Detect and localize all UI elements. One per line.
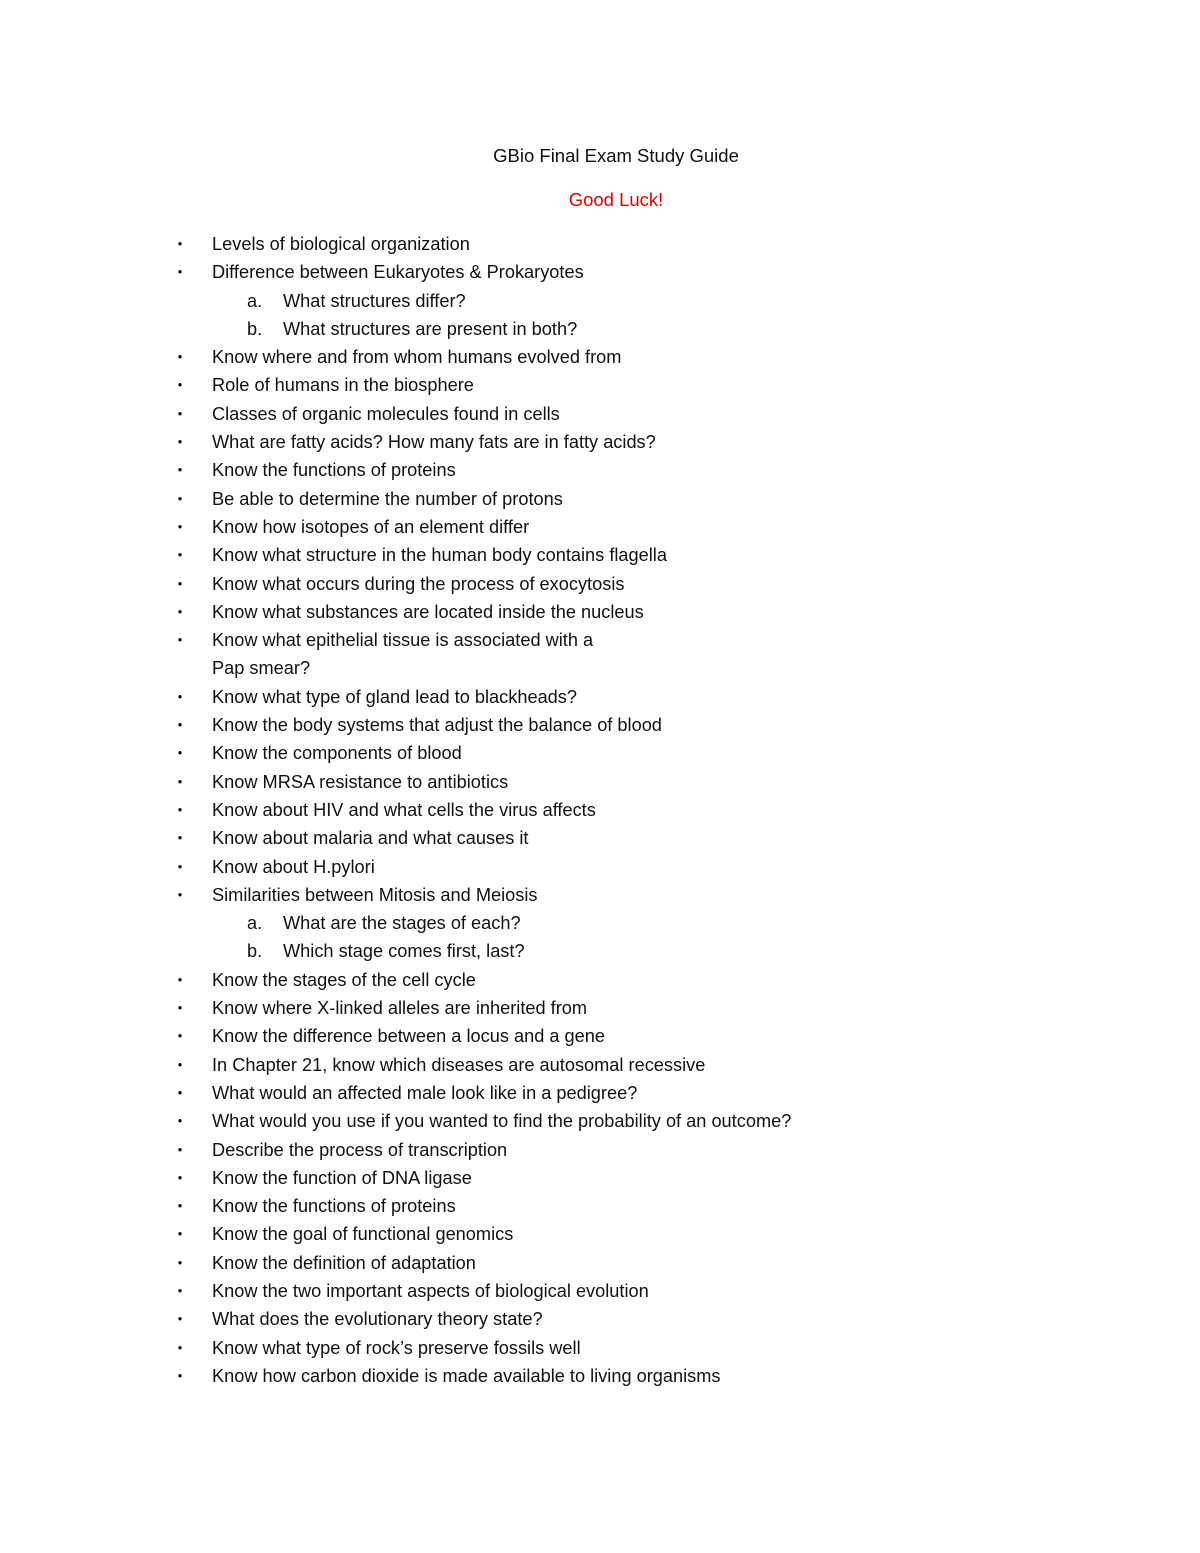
bullet-icon: • [177, 1282, 183, 1298]
list-item-text: Know about HIV and what cells the virus affects [212, 799, 596, 820]
list-item-text: Know what epithelial tissue is associated with a [212, 630, 594, 651]
list-item-text: Know the components of blood [212, 743, 462, 764]
list-item [0, 711, 1200, 739]
list-item [0, 230, 1200, 258]
list-item-text: Know what structure in the human body contains flagella [212, 545, 667, 566]
list-item [0, 1277, 1200, 1305]
list-item [0, 626, 1200, 654]
list-item-text: Know where and from whom humans evolved from [212, 347, 622, 368]
list-item [0, 1220, 1200, 1248]
bullet-icon: • [177, 971, 183, 987]
sub-list-item [0, 937, 1200, 965]
list-item [0, 485, 1200, 513]
list-item-text: Know where X-linked alleles are inherited from [212, 998, 588, 1019]
bullet-icon: • [177, 801, 183, 817]
bullet-icon: • [177, 349, 183, 365]
list-item [0, 881, 1200, 909]
list-item-text: Know the difference between a locus and a gene [212, 1026, 606, 1047]
list-item [0, 1079, 1200, 1107]
list-item-text: Difference between Eukaryotes & Prokaryotes [212, 262, 584, 283]
list-item [0, 1192, 1200, 1220]
bullet-icon: • [177, 1000, 183, 1016]
bullet-icon: • [177, 264, 183, 280]
bullet-icon: • [177, 745, 183, 761]
bullet-icon: • [177, 773, 183, 789]
bullet-icon: • [177, 1311, 183, 1327]
list-item-text: What structures differ? [283, 290, 466, 311]
bullet-icon: • [177, 858, 183, 874]
list-item [0, 1334, 1200, 1362]
list-item-text: Know how isotopes of an element differ [212, 516, 530, 537]
list-item-text: What would you use if you wanted to find the probability of an outcome? [212, 1111, 792, 1132]
list-item [0, 1136, 1200, 1164]
list-item-text: Know how carbon dioxide is made available to living organisms [212, 1365, 721, 1386]
list-item [0, 371, 1200, 399]
list-item [0, 994, 1200, 1022]
list-item-text: Which stage comes first, last? [283, 941, 525, 962]
bullet-icon: • [177, 377, 183, 393]
list-item [0, 258, 1200, 286]
list-item-text: Describe the process of transcription [212, 1139, 508, 1160]
sub-item-marker: b. [247, 318, 263, 339]
list-item-text: In Chapter 21, know which diseases are autosomal recessive [212, 1054, 706, 1075]
sub-item-marker: b. [247, 941, 263, 962]
list-item [0, 1107, 1200, 1135]
list-item [0, 796, 1200, 824]
study-guide-list [0, 230, 1200, 1390]
list-item-text: Know the functions of proteins [212, 460, 456, 481]
bullet-icon: • [177, 688, 183, 704]
list-item-text: What are the stages of each? [283, 913, 521, 934]
list-item-text: Similarities between Mitosis and Meiosis [212, 884, 538, 905]
page-title: GBio Final Exam Study Guide [493, 145, 739, 166]
list-item [0, 1249, 1200, 1277]
list-item [0, 598, 1200, 626]
list-item-text: Know about malaria and what causes it [212, 828, 529, 849]
list-item [0, 400, 1200, 428]
list-item [0, 428, 1200, 456]
bullet-icon: • [177, 236, 183, 251]
list-item [0, 456, 1200, 484]
list-item-text: Know the two important aspects of biological evolution [212, 1280, 649, 1301]
bullet-icon: • [177, 1169, 183, 1185]
list-item [0, 853, 1200, 881]
bullet-icon: • [177, 1339, 183, 1355]
list-item [0, 1305, 1200, 1333]
bullet-icon: • [177, 1198, 183, 1214]
bullet-icon: • [177, 547, 183, 563]
list-item-text: Know what type of rock’s preserve fossils well [212, 1337, 581, 1358]
list-item-text: Know the goal of functional genomics [212, 1224, 514, 1245]
list-item-text: What does the evolutionary theory state? [212, 1309, 543, 1330]
list-item [0, 966, 1200, 994]
bullet-icon: • [177, 434, 183, 450]
bullet-icon: • [177, 575, 183, 591]
list-item [0, 739, 1200, 767]
bullet-icon: • [177, 405, 183, 421]
list-item-text: What are fatty acids? How many fats are in fatty acids? [212, 432, 656, 453]
list-item-text: Know the body systems that adjust the balance of blood [212, 715, 662, 736]
list-item-text: Know what substances are located inside the nucleus [212, 601, 644, 622]
bullet-icon: • [177, 1113, 183, 1129]
list-item [0, 824, 1200, 852]
sub-list-item [0, 315, 1200, 343]
bullet-icon: • [177, 1056, 183, 1072]
list-item-text: Know the functions of proteins [212, 1196, 456, 1217]
list-item [0, 570, 1200, 598]
list-item [0, 1022, 1200, 1050]
bullet-icon: • [177, 1028, 183, 1044]
bullet-icon: • [177, 1226, 183, 1242]
list-item-text: Know the definition of adaptation [212, 1252, 476, 1273]
list-item [0, 1164, 1200, 1192]
list-item-text: Role of humans in the biosphere [212, 375, 474, 396]
bullet-icon: • [177, 1141, 183, 1157]
list-item-text: Know what occurs during the process of exocytosis [212, 573, 625, 594]
bullet-icon: • [177, 1254, 183, 1270]
bullet-icon: • [177, 518, 183, 534]
list-item-text: Levels of biological organization [212, 234, 470, 254]
bullet-icon: • [177, 632, 183, 648]
list-item-text: Know MRSA resistance to antibiotics [212, 771, 509, 792]
list-item-text: Pap smear? [212, 658, 311, 679]
list-item-text: Know what type of gland lead to blackheads? [212, 686, 578, 707]
list-item [0, 683, 1200, 711]
list-item [0, 343, 1200, 371]
sub-list-item [0, 909, 1200, 937]
list-item-text: What would an affected male look like in a pedigree? [212, 1082, 638, 1103]
list-item-text: Know the stages of the cell cycle [212, 969, 476, 990]
list-item-text: Know the function of DNA ligase [212, 1167, 472, 1188]
bullet-icon: • [177, 462, 183, 478]
list-item [0, 541, 1200, 569]
bullet-icon: • [177, 1367, 183, 1383]
bullet-icon: • [177, 603, 183, 619]
list-item-text: Classes of organic molecules found in cells [212, 403, 560, 424]
bullet-icon: • [177, 1084, 183, 1100]
bullet-icon: • [177, 490, 183, 506]
sub-item-marker: a. [247, 290, 263, 311]
sub-list-item [0, 287, 1200, 315]
list-item [0, 513, 1200, 541]
page-subtitle: Good Luck! [568, 189, 664, 210]
list-item-continuation [0, 654, 1200, 682]
bullet-icon: • [177, 886, 183, 902]
list-item [0, 1362, 1200, 1390]
bullet-icon: • [177, 830, 183, 846]
list-item-text: Be able to determine the number of protons [212, 488, 563, 509]
list-item [0, 768, 1200, 796]
sub-item-marker: a. [247, 913, 263, 934]
list-item-text: Know about H.pylori [212, 856, 375, 877]
list-item [0, 1051, 1200, 1079]
list-item-text: What structures are present in both? [283, 318, 578, 339]
bullet-icon: • [177, 717, 183, 733]
